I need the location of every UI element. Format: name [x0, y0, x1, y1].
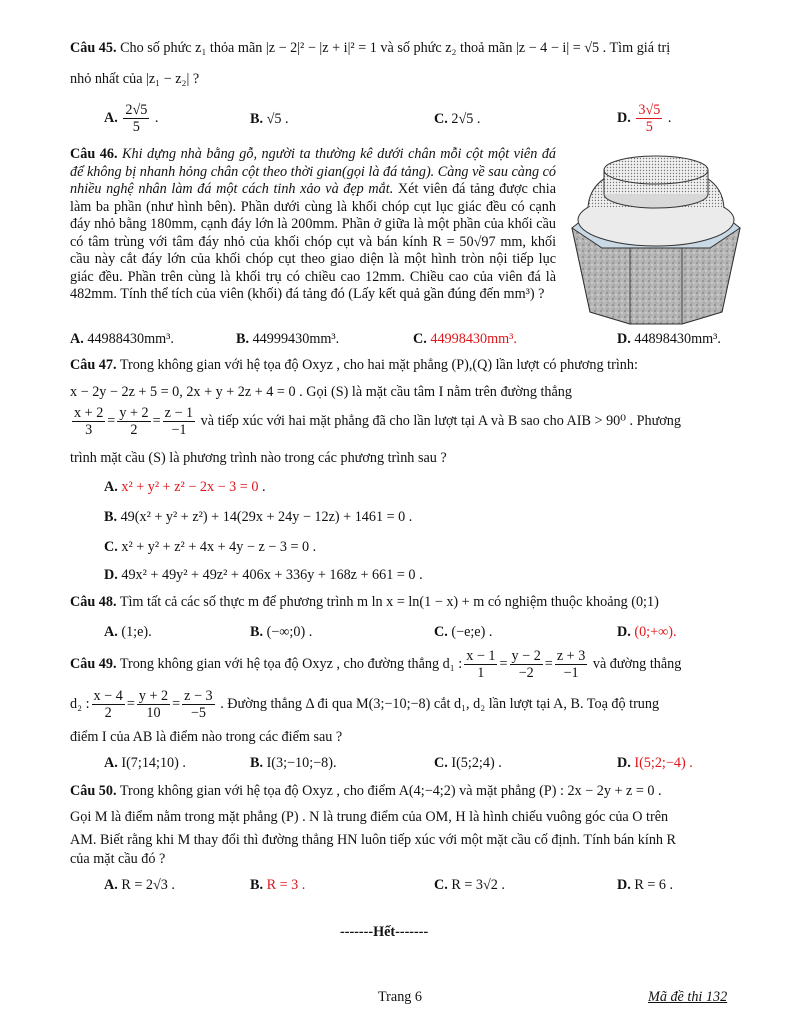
q45-line1 [70, 39, 670, 57]
q45-option-d: D. $\frac{3√5}{5}$ . [617, 102, 672, 135]
q49-line1: Câu 49. Trong không gian với hệ tọa độ Oxyz , cho đường thẳng d₁ : $\frac{x - 1}{1}$ = $\frac{y - 2}{-2}$ = $\frac{z + 3}{-1}$ và đường thẳng [70, 648, 682, 681]
fraction: $\frac{y - 2}{-2}$ [511, 648, 541, 681]
q49-label: Câu 49. [70, 655, 117, 672]
q47-line3: $\frac{x + 2}{3}$ = $\frac{y + 2}{2}$ = $\frac{z - 1}{-1}$ và tiếp xúc với hai mặt phẳng đã cho lần lượt tại A và B sao cho AIB > 90⁰ . Phương [74, 405, 681, 438]
q47-option-b: B. 49(x² + y² + z²) + 14(29x + 24y − 12z) + 1461 = 0 . [104, 509, 413, 525]
q49-line3: điểm I của AB là điểm nào trong các điểm sau ? [70, 729, 343, 745]
q50-option-a: A. R = 2√3 . [104, 877, 175, 893]
q45-option-a: A. $\frac{2√5}{5}$ . [104, 102, 159, 135]
q46-text1: Xét viên đá tảng được chia làm ba phần (như hình bên). Phần dưới cùng là khối chóp cụt lục giác đều có cạnh đáy nhỏ bằng 180mm, cạnh đáy lớn là 200mm. Phần ở giữa là một phần của khối cầu có tâm trùng với tâm đáy nhỏ của khối [70, 181, 557, 250]
q46-text3: cụt theo giao diện là một hình tròn nội tiếp lục giác đều. Phần trên cùng là khối trụ có chiều cao 12mm. Chiều cao của viên đá là 482mm. Tính thể tích của viên (khối) đá tảng đó (Lấy kết quả gần đúng đến mm³) ? [70, 251, 557, 302]
q46-text2: chóp cụt và bán kính R = 50√97 mm, khối cầu này cắt đáy lớn của khối chóp [70, 233, 557, 267]
q50-option-b: B. R = 3 . [250, 877, 306, 893]
q48-label: Câu 48. [70, 594, 117, 610]
q45-option-b: B. √5 . [250, 111, 289, 127]
q45-line2: nhỏ nhất của |z₁ − z₂| ? [70, 71, 200, 87]
q50-line2: Gọi M là điểm nằm trong mặt phẳng (P) . N là trung điểm của OM, H là hình chiếu vuông góc của O trên [70, 809, 669, 825]
option-label: A. [104, 877, 118, 893]
q47-option-d: D. 49x² + 49y² + 49z² + 406x + 336y + 168z + 661 = 0 . [104, 567, 423, 583]
option-label: B. [250, 755, 264, 771]
page-number: Trang 6 [378, 989, 423, 1005]
option-label: D. [617, 331, 631, 347]
q46-option-d: D. 44898430mm³. [617, 331, 721, 347]
q47-label: Câu 47. [70, 357, 117, 373]
q48-option-b: B. (−∞;0) . [250, 624, 313, 640]
fraction: $\frac{y + 2}{2}$ [119, 405, 149, 438]
option-label: B. [236, 331, 250, 347]
fraction: $\frac{y + 2}{10}$ [138, 688, 169, 721]
option-label: A. [70, 331, 84, 347]
fraction: $\frac{x + 2}{3}$ [74, 405, 104, 438]
q49-option-d: D. I(5;2;−4) . [617, 755, 693, 771]
option-label: D. [617, 624, 631, 640]
q50-label: Câu 50. [70, 783, 117, 799]
option-label: D. [617, 109, 631, 126]
option-label: D. [104, 567, 118, 583]
option-label: B. [250, 877, 264, 893]
q46-option-a: A. 44988430mm³. [70, 331, 174, 347]
q45-text: Cho số phức z₁ thỏa mãn |z − 2|² − |z + i|² = 1 và số phức z₂ thoả mãn |z − 4 − i| = √5 . Tìm giá trị [120, 40, 671, 56]
q45-label: Câu 45. [70, 40, 117, 56]
option-label: C. [434, 755, 448, 771]
q50-option-c: C. R = 3√2 . [434, 877, 505, 893]
q50-line1: Câu 50. Trong không gian với hệ tọa độ Oxyz , cho điểm A(4;−4;2) và mặt phẳng (P) : 2x − 2y + z = 0 . [70, 783, 662, 799]
q47-line1: Câu 47. Trong không gian với hệ tọa độ Oxyz , cho hai mặt phẳng (P),(Q) lần lượt có phương trình: [70, 357, 638, 373]
option-label: A. [104, 109, 118, 126]
option-label: B. [104, 509, 118, 525]
q46-intro: Khi dựng nhà bằng gỗ, người ta thường kê dưới chân mỗi cột một viên đá để không bị nhanh hỏng chân cột theo thời gian(gọi là đá tảng). Càng về sau càng có nhiều nghệ nhân làm đá một cách tinh xảo và đẹp mắt. [70, 146, 557, 197]
q48-line1: Câu 48. Tìm tất cả các số thực m để phương trình m ln x = ln(1 − x) + m có nghiệm thuộc khoảng (0;1) [70, 594, 659, 610]
fraction: $\frac{x - 4}{2}$ [93, 688, 123, 721]
q49-option-a: A. I(7;14;10) . [104, 755, 186, 771]
q49-option-b: B. I(3;−10;−8). [250, 755, 337, 771]
q46-label: Câu 46. [70, 146, 118, 162]
q47-option-a: A. x² + y² + z² − 2x − 3 = 0 . [104, 479, 266, 495]
option-label: D. [617, 755, 631, 771]
fraction: $\frac{3√5}{5}$ [638, 102, 661, 135]
fraction: $\frac{z - 3}{-5}$ [184, 688, 213, 721]
q46-option-b: B. 44999430mm³. [236, 331, 340, 347]
option-label: B. [250, 111, 264, 127]
q46-option-c: C. 44998430mm³. [413, 331, 517, 347]
q47-option-c: C. x² + y² + z² + 4x + 4y − z − 3 = 0 . [104, 539, 317, 555]
stone-base-figure [570, 148, 742, 326]
fraction: $\frac{2√5}{5}$ [125, 102, 148, 135]
q48-option-d: D. (0;+∞). [617, 624, 677, 640]
option-label: D. [617, 877, 631, 893]
q48-option-a: A. (1;e). [104, 624, 152, 640]
q50-option-d: D. R = 6 . [617, 877, 674, 893]
exam-code: Mã đề thi 132 [648, 989, 728, 1005]
option-label: C. [434, 624, 448, 640]
q49-line2: d₂ : $\frac{x - 4}{2}$ = $\frac{y + 2}{10}$ = $\frac{z - 3}{-5}$ . Đường thẳng Δ đi qua M(3;−10;−8) cắt d₁, d₂ lần lượt tại A, B. Toạ độ trung [70, 688, 660, 721]
fraction: $\frac{z + 3}{-1}$ [556, 648, 586, 681]
q47-line4: trình mặt cầu (S) là phương trình nào trong các phương trình sau ? [70, 450, 447, 466]
option-label: A. [104, 755, 118, 771]
option-label: A. [104, 479, 118, 495]
q45-option-c: C. 2√5 . [434, 111, 481, 127]
option-label: B. [250, 624, 264, 640]
fraction: $\frac{z - 1}{-1}$ [164, 405, 194, 438]
q50-line4: của mặt cầu đó ? [70, 851, 166, 867]
option-label: C. [434, 111, 448, 127]
q48-option-c: C. (−e;e) . [434, 624, 493, 640]
q47-line2: x − 2y − 2z + 5 = 0, 2x + y + 2z + 4 = 0 . Gọi (S) là mặt cầu tâm I nằm trên đường thẳng [70, 384, 572, 400]
end-mark: -------Hết------- [340, 924, 429, 940]
q49-option-c: C. I(5;2;4) . [434, 755, 502, 771]
option-label: C. [413, 331, 427, 347]
fraction: $\frac{x - 1}{1}$ [466, 648, 496, 681]
option-label: A. [104, 624, 118, 640]
q50-line3: AM. Biết rằng khi M thay đổi thì đường thẳng HN luôn tiếp xúc với một mặt cầu cố định. Tính bán kính R [70, 832, 677, 848]
q46-body [70, 146, 556, 304]
option-label: C. [434, 877, 448, 893]
option-label: C. [104, 539, 118, 555]
